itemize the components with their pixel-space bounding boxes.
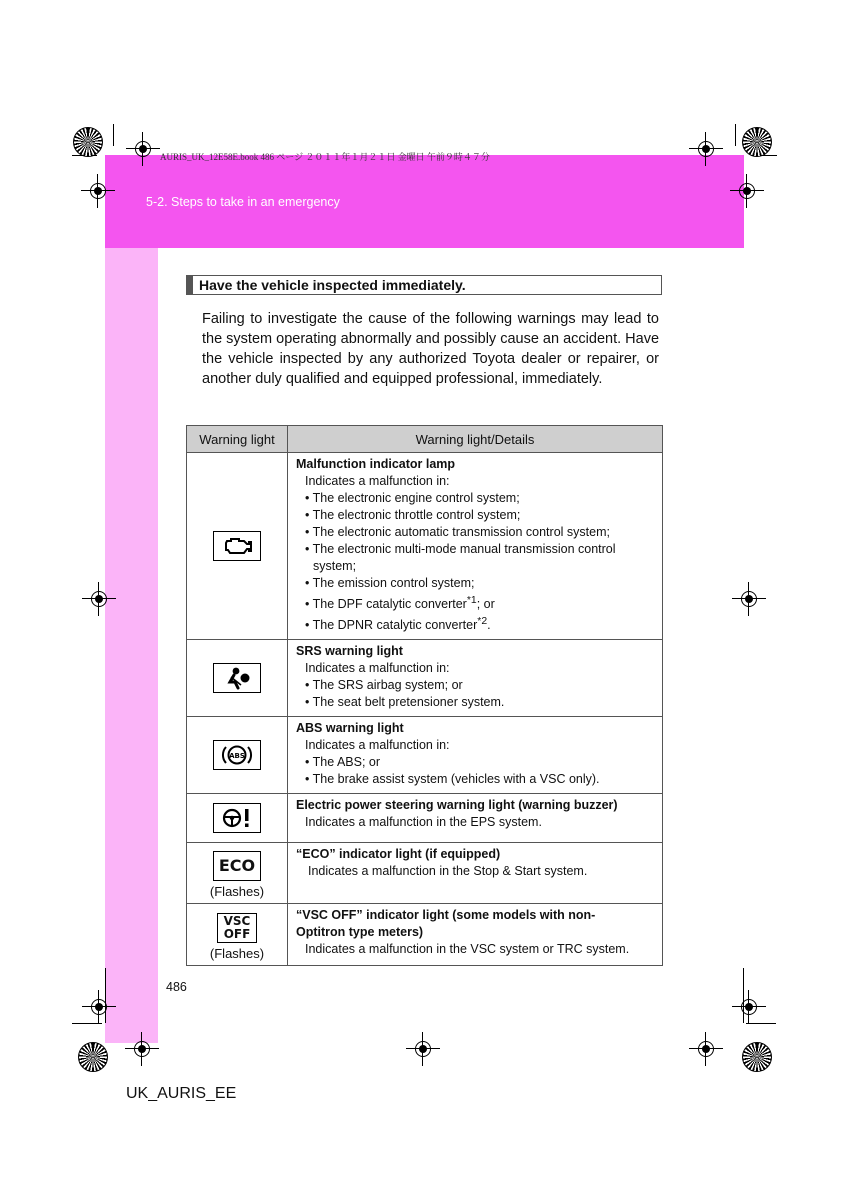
registration-star-icon xyxy=(742,127,772,157)
power-steering-warning-icon xyxy=(213,803,261,833)
list-item-continued: system; xyxy=(313,559,357,573)
heading-marker xyxy=(186,275,193,295)
registration-star-icon xyxy=(78,1042,108,1072)
list-item: • The electronic throttle control system; xyxy=(305,508,521,522)
detail-cell xyxy=(288,453,663,640)
srs-airbag-icon xyxy=(213,663,261,693)
list-item: • The brake assist system (vehicles with a VSC only). xyxy=(305,772,600,787)
registration-mark-icon xyxy=(738,996,760,1018)
engine-check-icon xyxy=(213,531,261,561)
icon-cell xyxy=(187,453,288,640)
detail-cell xyxy=(288,794,663,843)
book-file-line: AURIS_UK_12E58E.book 486 ページ ２０１１年１月２１日 金曜日 午前９時４７分 xyxy=(160,152,490,162)
section-title: 5-2. Steps to take in an emergency xyxy=(146,195,340,209)
table-header-row xyxy=(187,426,663,453)
list-item: • The SRS airbag system; or xyxy=(305,678,463,693)
list-item: • The emission control system; xyxy=(305,576,475,590)
list-item: • The seat belt pretensioner system. xyxy=(305,695,505,710)
row-title: SRS warning light xyxy=(296,644,403,659)
registration-mark-icon xyxy=(87,180,109,202)
intro-paragraph: Failing to investigate the cause of the following warnings may lead to the system operating abnormally and possibly cause an accident. Have the vehicle inspected by any authorized Toyota dealer or repairer, or another duly qualified and equipped professional, immediately. xyxy=(202,311,660,387)
registration-mark-icon xyxy=(738,588,760,610)
row-title-continued: Optitron type meters) xyxy=(296,925,424,940)
crop-mark-line xyxy=(113,124,114,146)
warning-light-table xyxy=(186,425,663,966)
icon-cell xyxy=(187,717,288,794)
table-row xyxy=(187,717,663,794)
column-header-warning-light: Warning light xyxy=(187,426,288,453)
heading-title: Have the vehicle inspected immediately. xyxy=(199,277,466,293)
row-lead: Indicates a malfunction in the EPS system. xyxy=(305,815,542,830)
list-item: • The electronic engine control system; xyxy=(305,491,520,505)
table-row xyxy=(187,640,663,717)
list-item: • The electronic automatic transmission control system; xyxy=(305,525,610,539)
row-title: Malfunction indicator lamp xyxy=(296,457,456,471)
row-lead: Indicates a malfunction in: xyxy=(305,661,450,676)
flashes-note: (Flashes) xyxy=(209,884,265,900)
list-item: • The ABS; or xyxy=(305,755,381,770)
vsc-off-icon-line2: OFF xyxy=(223,926,251,941)
crop-mark-line xyxy=(735,124,736,146)
detail-cell xyxy=(288,717,663,794)
row-lead: Indicates a malfunction in: xyxy=(305,474,450,488)
row-title: “ECO” indicator light (if equipped) xyxy=(296,847,501,862)
flashes-note: (Flashes) xyxy=(209,945,265,961)
icon-cell xyxy=(187,843,288,904)
table-row xyxy=(187,904,663,966)
registration-mark-icon xyxy=(695,138,717,160)
icon-cell xyxy=(187,640,288,717)
crop-mark-line xyxy=(746,1023,776,1024)
row-lead: Indicates a malfunction in the Stop & Start system. xyxy=(308,864,588,879)
side-band xyxy=(105,248,158,1043)
registration-mark-icon xyxy=(132,138,154,160)
abs-icon-label: ABS xyxy=(229,752,245,761)
row-title: “VSC OFF” indicator light (some models with non- xyxy=(296,908,596,923)
row-title: Electric power steering warning light (warning buzzer) xyxy=(296,798,618,813)
footnote-mark: *1 xyxy=(466,595,477,606)
list-item: • The DPNR catalytic converter$^{*2}$. xyxy=(305,616,491,633)
eco-icon: ECO xyxy=(213,851,261,881)
registration-star-icon xyxy=(742,1042,772,1072)
detail-cell xyxy=(288,640,663,717)
footnote-mark: *2 xyxy=(477,616,488,628)
registration-mark-icon xyxy=(695,1038,717,1060)
registration-star-icon xyxy=(73,127,103,157)
list-item: • The DPF catalytic converter$^{*1}$; or xyxy=(305,595,495,612)
list-item: • The electronic multi-mode manual transmission control xyxy=(305,542,616,556)
table-row xyxy=(187,453,663,640)
table-row xyxy=(187,794,663,843)
registration-mark-icon xyxy=(88,996,110,1018)
row-lead: Indicates a malfunction in: xyxy=(305,738,450,753)
registration-mark-icon xyxy=(131,1038,153,1060)
icon-cell xyxy=(187,794,288,843)
vsc-off-icon xyxy=(217,913,257,943)
icon-cell xyxy=(187,904,288,966)
abs-icon xyxy=(213,740,261,770)
detail-cell xyxy=(288,843,663,904)
row-title: ABS warning light xyxy=(296,721,404,736)
vsc-off-icon-line1: VSC xyxy=(223,913,251,928)
detail-cell xyxy=(288,904,663,966)
page-number: 486 xyxy=(166,980,187,994)
footer-code: UK_AURIS_EE xyxy=(126,1085,237,1102)
table-row xyxy=(187,843,663,904)
registration-mark-icon xyxy=(88,588,110,610)
column-header-details: Warning light/Details xyxy=(288,426,663,453)
registration-mark-icon xyxy=(412,1038,434,1060)
row-lead: Indicates a malfunction in the VSC system or TRC system. xyxy=(305,942,630,957)
registration-mark-icon xyxy=(736,180,758,202)
